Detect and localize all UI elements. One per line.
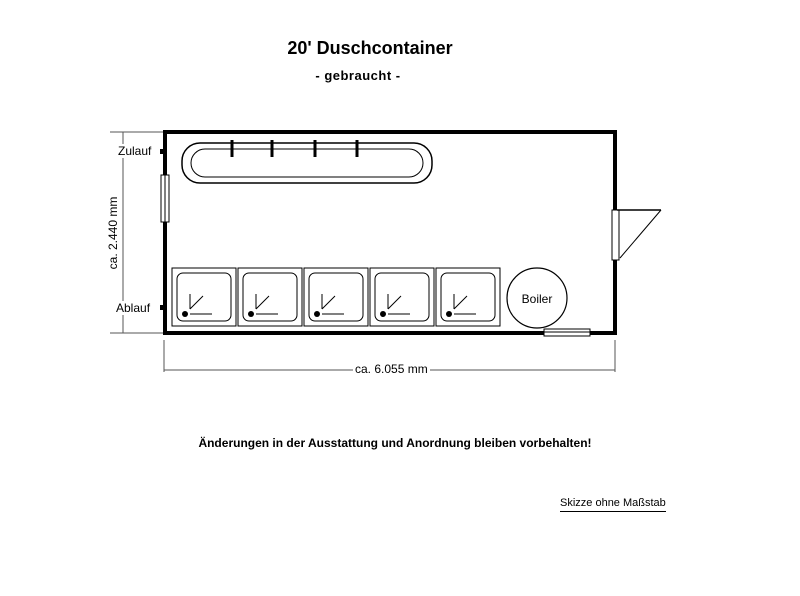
shower-4 — [370, 268, 434, 326]
shower-1 — [172, 268, 236, 326]
plan-title: 20' Duschcontainer — [287, 38, 453, 58]
shower-2 — [238, 268, 302, 326]
inlet-label: Zulauf — [118, 144, 152, 158]
width-label: ca. 2.440 mm — [106, 196, 120, 270]
boiler-label: Boiler — [521, 292, 553, 306]
shower-5 — [436, 268, 500, 326]
drain-marker — [160, 305, 165, 310]
inlet-marker — [160, 149, 165, 154]
disclaimer-note: Änderungen in der Ausstattung und Anordnung bleiben vorbehalten! — [198, 436, 592, 450]
shower-3 — [304, 268, 368, 326]
scale-note: Skizze ohne Maßstab — [560, 497, 666, 512]
wash-trough — [182, 140, 432, 183]
drain-label: Ablauf — [116, 301, 151, 315]
door — [612, 210, 661, 260]
plan-subtitle: - gebraucht - — [315, 68, 401, 83]
length-label: ca. 6.055 mm — [355, 362, 428, 376]
